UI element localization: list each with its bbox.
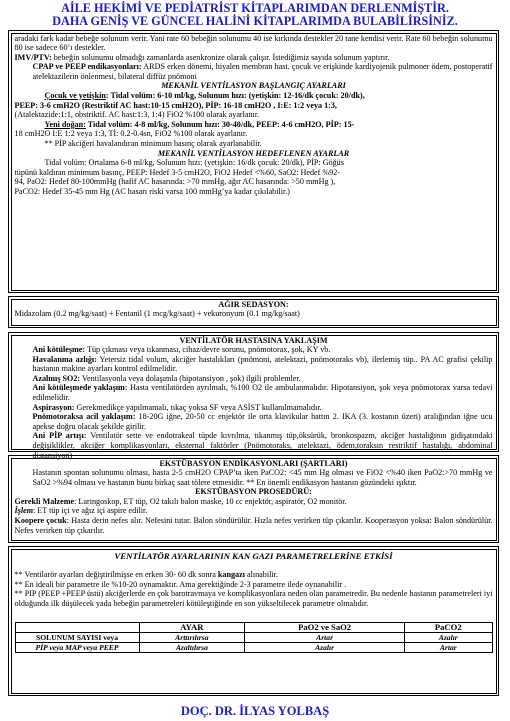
table-row: PİP veya MAP veya PEEP Azaltılırsa Azalır Artar xyxy=(15,643,492,653)
newborn-settings-line-1: Yeni doğan: Tidal volüm: 4-8 ml/kg, Solunum hızı: 30-40/dk, PEEP: 4-6 cmH2O, PİP: 15- xyxy=(44,119,355,129)
banner-line-1: AİLE HEKİMİ VE PEDİATRİST KİTAPLARIMDAN DERLENMİŞTİR. xyxy=(61,1,449,15)
blood-gas-effects-box xyxy=(8,546,499,696)
newborn-settings-line-2: 18 cmH2O I:E 1:2 veya 1:3, Tİ: 0.2-0.4sn, FiO2 %100 olarak ayarlanır. xyxy=(14,129,248,139)
table-header-row: AYAR PaO2 ve SaO2 PaCO2 xyxy=(15,623,492,633)
target-line-4: PaCO2: Hedef 35-45 mm Hg (AC hasarı riski varsa 100 mmHg’ya kadar çıkılabilir.) xyxy=(14,187,291,196)
cooperative-child-line: Koopere çocuk: Hasta derin nefes alır. Nefesini tutar. Balon söndürülür. Hızla nefes verirken tüp çıkarılır. Kooperasyon yoksa: Balon söndürülür. Nefes verirken tüp çıkarılır. xyxy=(14,516,493,535)
child-settings-line-3: (Atalektazide:1:1, obstriktif. AC hast:1:3, 1:4) FiO2 %100 olarak ayarlanır. xyxy=(14,110,260,120)
child-settings-line-2: PEEP: 3-6 cmH2O (Restriktif AC hast:10-15 cmH2O), PİP: 16-18 cmH2O , I:E: 1:2 veya 1:3, xyxy=(14,100,337,110)
target-line-3: 94, PaO2: Hedef 80-100mmHg (hafif AC hasarında: >70 mmHg, ağır AC hasarında: >50 mmHg ), xyxy=(14,177,336,187)
note-1: ** Ventilarör ayarları değiştirilmişse en erken 30- 60 dk sonra kangazı alınabilir. xyxy=(14,570,278,580)
child-settings-line-1: Çocuk ve yetişkin: Tidal volüm: 6-10 ml/kg, Solunum hızı: (yetişkin: 12-16/dk çocuk: 20/dk), xyxy=(44,91,365,101)
header-banner xyxy=(0,2,510,28)
blood-gas-table xyxy=(15,622,493,653)
note-2: ** En ideali bir parametre ile %10-20 oynamaktır. Ama gerektiğinde 2-3 parametre ilede oynanabilir . xyxy=(14,579,347,589)
target-settings-title: MEKANİL VENTİLASYON HEDEFLENEN AYARLAR xyxy=(157,148,350,158)
extubation-procedure-title: EKSTÜBASYON PROSEDÜRÜ: xyxy=(195,487,312,497)
note-3: ** PIP (PEEP +PEEP üstü) akciğerlerde en çok barotravmaya ve komplikasyonlara neden olan parametredir. Bu nedenle hastanın parametreleri iyi olduğunda ilk düşülecek yada bebeğin parametreleri kötüleştiğinde en son yükseltilecek parametre olmalıdır. xyxy=(14,589,493,608)
extubation-indications-text: Hastanın spontan solunumu olması, hasta 2-5 cmH2O CPAP’ta iken PaCO2: <45 mm Hg olması ve FiO2 <%40 iken PaO2:>70 mmHg ve SaO2 >%94 olması ve hastanın bunu birkaç saat tölere etmesidir. ** En önemli endikasyon hastanın gözündeki ışıktır. xyxy=(32,468,493,487)
extubation-box xyxy=(8,455,499,543)
target-line-1: Tidal volüm: Ortalama 6-8 ml/kg, Solunum hızı: (yetişkin: 16/dk çocuk: 20/dk), PİP: Göğüs xyxy=(44,158,344,168)
sedation-text: Midazolam (0.2 mg/kg/saat) + Fentanil (1 mcg/kg/saat) + vekuronyum (0.1 mg/kg/saat) xyxy=(14,309,300,319)
approach-item: Azalmış SO2: Ventilasyonla veya dolaşımla (hipotansiyon , şok) ilgili problemler. xyxy=(32,373,301,383)
rate-paragraph: aradaki fark kadar bebeğe solunum verir. Yani rate 60 bebeğin solunumu 40 ise kırkında destekler 20 tane kendisi verir. Rate 60 bebeğin solunumu 80 ise sadece 60’ı destekler. xyxy=(14,33,493,53)
author-footer: DOÇ. DR. İLYAS YOLBAŞ xyxy=(180,704,330,718)
start-settings-title: MEKANİL VENTİLASYON BAŞLANGIÇ AYARLARI xyxy=(161,81,346,91)
sedation-box xyxy=(8,296,499,328)
approach-item: Ani PİP artışı: Ventilatör sette ve endotrakeal tüpde kıvrılma, tıkanmış tüp,öksürük, bronkospazm, akciğer hastalığının gidişatındaki değişiklikler, akciğer komplikasyonları, eksternal faktörler (Pnömotoraks, atelektazi, ödem,toraksın restriktif hastalığı, abdominal distansiyon) xyxy=(32,431,493,460)
ventilation-settings-box xyxy=(8,30,499,293)
target-line-2: tüpünü kaldıran minimum basınç, PEEP: Hedef 3-5 cmH2O, FiO2 Hedef <%60, SaO2: Hedef %92- xyxy=(14,167,340,177)
ventilator-approach-box xyxy=(8,332,499,460)
approach-title: VENTİLATÖR HASTASINA YAKLAŞIM xyxy=(179,335,328,345)
imv-paragraph: IMV/PTV: bebeğin solunumu olmadığı zamanlarda asenkronize olarak çalışır. İstediğimiz sayıda solunum yaptırır. xyxy=(14,52,390,62)
pip-note: ** PİP akciğeri havalandıran minimum basınç olarak ayarlanabilir. xyxy=(44,139,262,149)
approach-item: Ani kötüleşmede yaklaşım: Hasta ventilatörden ayrılmalı, %100 O2 ile ambulanmalıdır. Hipotansiyon, şok veya pnömotorax varsa tedavi edilmelidir. xyxy=(32,383,493,403)
approach-item: Aspirasyon: Gerekmedikçe yapılmamalı, tıkaç yoksa SF veya ASİST kullanılmamalıdır. xyxy=(32,402,322,412)
materials-line: Gerekli Malzeme: Laringoskop, ET tüp, O2 takılı balon maske, 10 cc enjektör, aspiratör, O2 monitör. xyxy=(14,496,347,506)
extubation-indications-title: EKSTÜBASYON ENDİKASYONLARI (ŞARTLARI) xyxy=(159,458,348,468)
procedure-line: İşlem: ET tüp içi ve ağız içi aspire edilir. xyxy=(14,506,148,516)
approach-item: Ani kötüleşme: Tüp çıkması veya tıkanması, cihaz/devre sorunu, pnömotorax, şok, KY vb. xyxy=(32,345,331,355)
table-row: SOLUNUM SAYISI veya Arttırılırsa Artar Azalır xyxy=(15,633,492,643)
approach-item: Pnömotoraksa acil yaklaşım: 18-20G iğne, 20-50 cc enjektör ile orta klavikular hattın 2. IKA (3. kostanın üzeri) aralığından iğne ucu apekse doğru olacak şekilde girilir. xyxy=(32,412,493,431)
banner-line-2: DAHA GENİŞ VE GÜNCEL HALİNİ KİTAPLARIMDA BULABİLİRSİNİZ. xyxy=(52,14,458,28)
cpap-paragraph: CPAP ve PEEP endikasyonları: ARDS erken dönemi, hiyalen membran hast. çocuk ve erişkinde kardiyojenik pulmoner ödem, postoperatif atelektazilerin önlenmesi, bilateral diffüz pnömoni xyxy=(32,62,493,81)
approach-item: Havalanma azlığı: Yetersiz tidal volum, akciğer hastalıkları (pnömoni, atelektazi, pnömotoraks vb), ilerlemiş tüp.. PA AC grafisi çekilip hastanın makine ayarları kontrol edilmelidir. xyxy=(32,354,493,374)
sedation-title: AĞIR SEDASYON: xyxy=(218,299,289,309)
blood-gas-title: VENTİLATÖR AYARLARININ KAN GAZI PARAMETRELERİNE ETKİSİ xyxy=(114,550,393,561)
